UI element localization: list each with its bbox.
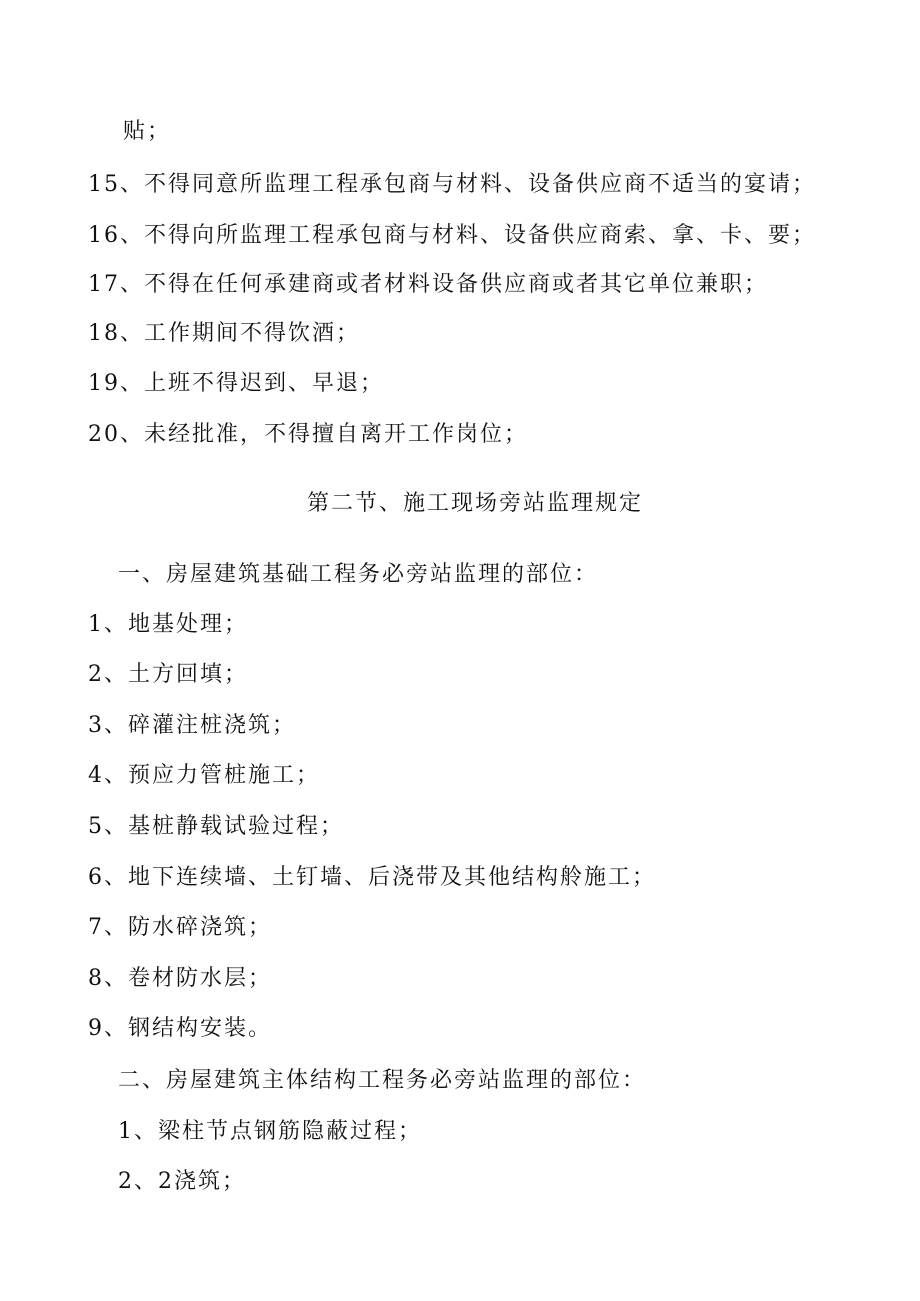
subsection-1-item-2: 2、土方回填；	[88, 662, 248, 687]
subsection-1-item-9: 9、钢结构安装。	[88, 1016, 272, 1041]
subsection-1-item-3: 3、碎灌注桩浇筑；	[88, 713, 296, 738]
subsection-1-title: 一、房屋建筑基础工程务必旁站监理的部位：	[118, 562, 599, 587]
rule-item-20: 20、未经批准，不得擅自离开工作岗位；	[88, 422, 528, 447]
subsection-1-item-4: 4、预应力管桩施工；	[88, 763, 320, 788]
subsection-1-item-7: 7、防水碎浇筑；	[88, 915, 272, 940]
rule-item-15: 15、不得同意所监理工程承包商与材料、设备供应商不适当的宴请；	[88, 172, 816, 197]
subsection-1-item-5: 5、基桩静载试验过程；	[88, 814, 344, 839]
subsection-2-item-1: 1、梁柱节点钢筋隐蔽过程；	[118, 1119, 422, 1144]
rule-item-17: 17、不得在任何承建商或者材料设备供应商或者其它单位兼职；	[88, 272, 768, 297]
rule-item-19: 19、上班不得迟到、早退；	[88, 371, 384, 396]
subsection-1-item-6: 6、地下连续墙、土钉墙、后浇带及其他结构舲施工；	[88, 865, 656, 890]
rule-item-18: 18、工作期间不得饮酒；	[88, 321, 360, 346]
subsection-1-item-1: 1、地基处理；	[88, 612, 248, 637]
subsection-2-item-2: 2、2浇筑；	[118, 1169, 246, 1194]
subsection-2-title: 二、房屋建筑主体结构工程务必旁站监理的部位：	[118, 1068, 647, 1093]
section-heading: 第二节、施工现场旁站监理规定	[306, 491, 643, 516]
continuation-text: 贴；	[123, 119, 172, 144]
rule-item-16: 16、不得向所监理工程承包商与材料、设备供应商索、拿、卡、要；	[88, 223, 816, 248]
subsection-1-item-8: 8、卷材防水层；	[88, 966, 272, 991]
